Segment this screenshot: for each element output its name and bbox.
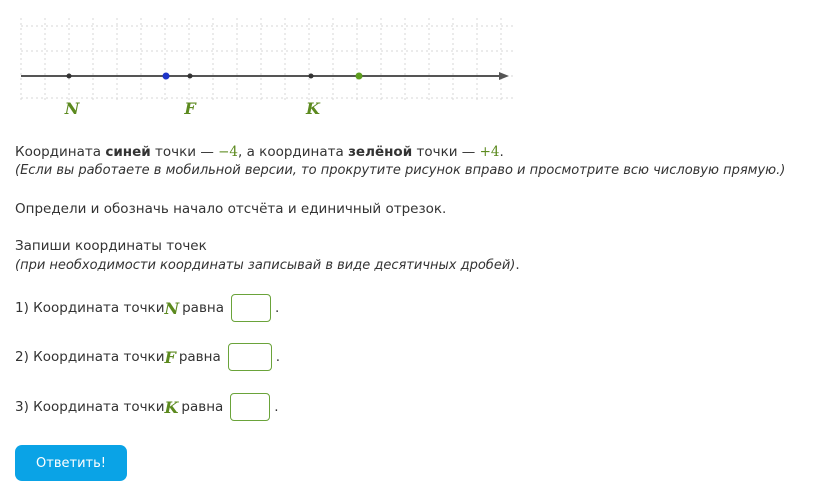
label-k: K — [306, 99, 320, 118]
decimal-hint: (при необходимости координаты записывай в виде десятичных дробей). — [15, 257, 520, 273]
point-green — [356, 73, 363, 80]
grid — [21, 18, 515, 100]
statement-coordinates: Координата синей точки — −4, а координата зелёной точки — +4. — [15, 144, 504, 160]
question-1: 1) Координата точки N равна . — [15, 293, 279, 323]
var-f: F — [164, 347, 176, 367]
question-3: 3) Координата точки K равна . — [15, 392, 279, 422]
answer-input-n[interactable] — [231, 294, 271, 322]
point-blue — [163, 73, 170, 80]
mobile-hint: (Если вы работаете в мобильной версии, то прокрутите рисунок вправо и просмотрите всю числовую прямую.) — [15, 163, 786, 178]
label-n: N — [64, 99, 80, 118]
var-n: N — [164, 298, 180, 318]
number-line — [18, 18, 518, 118]
point-k — [309, 74, 314, 79]
var-k: K — [164, 397, 179, 417]
task-instruction: Определи и обозначь начало отсчёта и единичный отрезок. — [15, 201, 447, 217]
axis-arrow — [499, 72, 509, 80]
answer-input-k[interactable] — [230, 393, 270, 421]
point-n — [67, 74, 72, 79]
green-coordinate: +4 — [479, 144, 500, 160]
label-f: F — [184, 99, 196, 118]
task-heading: Запиши координаты точек — [15, 238, 207, 254]
point-f — [188, 74, 193, 79]
answer-input-f[interactable] — [228, 343, 272, 371]
submit-button[interactable]: Ответить! — [15, 445, 127, 481]
question-2: 2) Координата точки F равна . — [15, 342, 280, 372]
blue-coordinate: −4 — [218, 144, 239, 160]
